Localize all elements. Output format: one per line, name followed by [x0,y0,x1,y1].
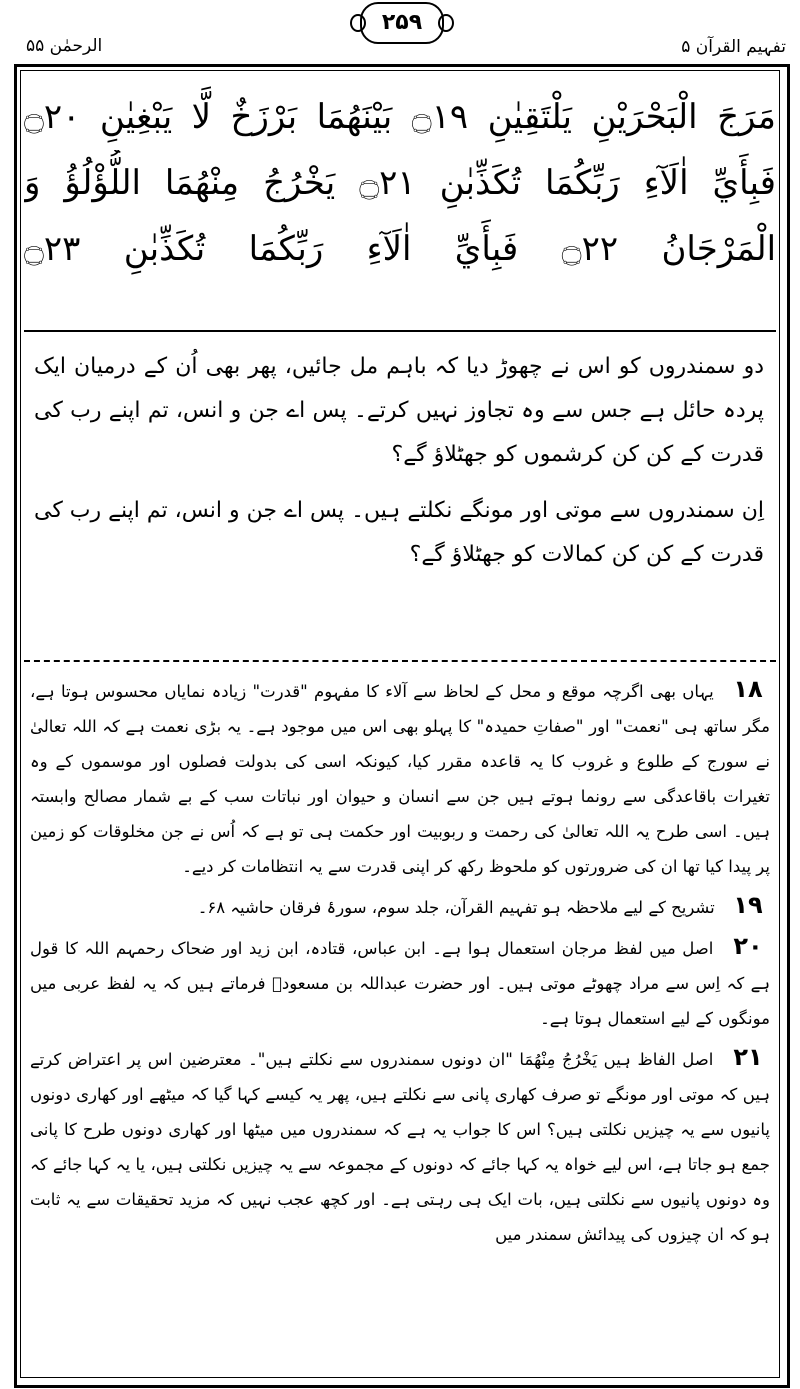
footnote [30,672,770,884]
section-divider [24,330,776,332]
translation-paragraph: دو سمندروں کو اس نے چھوڑ دیا کہ باہم مل جائیں، پھر بھی اُن کے درمیان ایک پردہ حائل ہے جس سے وہ تجاوز نہیں کرتے۔ پس اے جن و انس، تم اپنے رب کی قدرت کے کن کن کرشموں کو جھٹلاؤ گے؟ [34,354,764,467]
footnote [30,929,770,1036]
footnote-text: اصل الفاظ ہیں یَخْرُجُ مِنْهُمَا "ان دونوں سمندروں سے نکلتے ہیں"۔ معترضین اس پر اعتراض کرتے ہیں کہ موتی اور مونگے تو صرف کھاری پانی سے نکلتے ہیں، پھر یہ کیسے کہا گیا کہ میٹھے اور کھاری دونوں پانیوں سے یہ چیزیں نکلتی ہیں؟ اس کا جواب یہ ہے کہ سمندروں میں میٹھا اور کھاری دونوں طرح کا پانی جمع ہو جاتا ہے، اس لیے خواہ یہ کہا جائے کہ دونوں کے مجموعہ سے یہ چیزیں نکلتی ہیں، یا یہ کہا جائے کہ وہ دونوں پانیوں سے نکلتی ہیں، بات ایک ہی رہتی ہے۔ اور کچھ عجب نہیں کہ مزید تحقیقات سے یہ ثابت ہو کہ ان چیزوں کی پیدائش سمندر میں [30,1050,770,1244]
page-number: ۲۵۹ [360,2,444,44]
footnote-number: ۲۱ [733,1043,763,1071]
page-header [0,0,800,62]
urdu-translation [34,345,764,589]
book-title: تفہیم القرآن ۵ [681,37,786,57]
footnote-text: اصل میں لفظ مرجان استعمال ہوا ہے۔ ابن عباس، قتادہ، ابن زید اور ضحاک رحمہم اللہ کا قول ہے کہ اِس سے مراد چھوٹے موتی ہیں۔ اور حضرت عبداللہ بن مسعودؓ فرماتے ہیں کہ یہ لفظ عربی میں مونگوں کے لیے استعمال ہوتا ہے۔ [30,939,770,1028]
arabic-line: الْمَرْجَانُ ۝٢٢ فَبِأَيِّ اٰلَآءِ رَبِّكُمَا تُكَذِّبٰنِ ۝٢٣ [24,229,776,269]
arabic-line: فَبِأَيِّ اٰلَآءِ رَبِّكُمَا تُكَذِّبٰنِ ۝٢١ يَخْرُجُ مِنْهُمَا اللُّؤْلُؤُ وَ [24,163,776,203]
footnote-divider [24,660,776,662]
footnote-number: ۱۸ [733,675,763,703]
footnotes [30,672,770,1256]
footnote [30,888,770,925]
footnote-number: ۲۰ [733,932,763,960]
footnote-text: تشریح کے لیے ملاحظہ ہو تفہیم القرآن، جلد سوم، سورۂ فرقان حاشیہ ۶۸۔ [197,898,715,917]
arabic-line: مَرَجَ الْبَحْرَيْنِ يَلْتَقِيٰنِ ۝١٩ بَيْنَهُمَا بَرْزَخٌ لَّا يَبْغِيٰنِ ۝٢٠ [24,97,776,137]
footnote-number: ۱۹ [733,891,763,919]
footnote [30,1040,770,1252]
surah-title: الرحمٰن ۵۵ [26,36,103,56]
translation-paragraph: اِن سمندروں سے موتی اور مونگے نکلتے ہیں۔ پس اے جن و انس، تم اپنے رب کی قدرت کے کن کن کمالات کو جھٹلاؤ گے؟ [34,498,764,567]
footnote-text: یہاں بھی اگرچہ موقع و محل کے لحاظ سے آلاء کا مفہوم "قدرت" زیادہ نمایاں محسوس ہوتا ہے، مگر ساتھ ہی "نعمت" اور "صفاتِ حمیدہ" کا پہلو بھی اس میں موجود ہے۔ یہ بڑی نعمت ہے کہ اللہ تعالیٰ نے سورج کے طلوع و غروب کا یہ قاعدہ مقرر کیا، کیونکہ اسی کی بدولت فصلوں اور موسموں کے وہ تغیرات باقاعدگی سے رونما ہوتے ہیں جن سے انسان و حیوان اور نباتات سب کے بے شمار مصالح وابستہ ہیں۔ اسی طرح یہ اللہ تعالیٰ کی رحمت و ربوبیت اور حکمت ہی تو ہے کہ اُس نے جن مخلوقات کو زمین پر پیدا کیا تھا ان کی ضرورتوں کو ملحوظ رکھ کر اپنی قدرت سے یہ انتظامات کر دیے۔ [30,682,770,876]
arabic-verses [24,84,776,282]
